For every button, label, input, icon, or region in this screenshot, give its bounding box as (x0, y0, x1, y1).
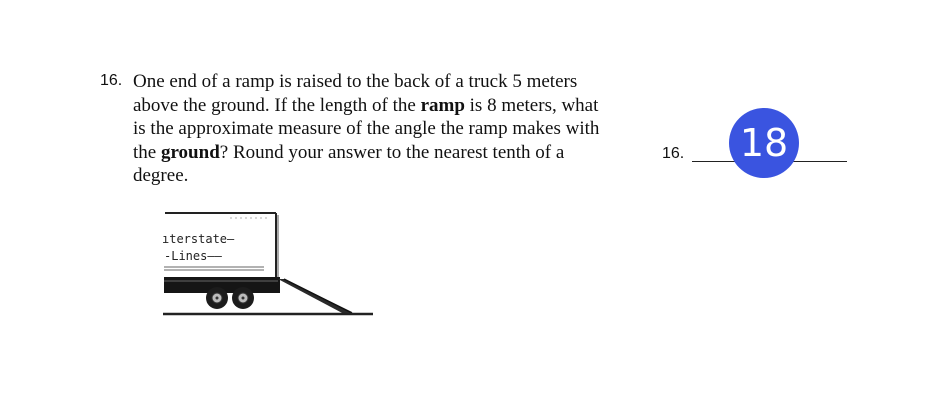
rear-wheel-back-center (242, 297, 245, 300)
ground-bold-term: ground (160, 141, 220, 163)
question-number: 16. (100, 72, 123, 89)
question-line-3 (133, 117, 663, 141)
question-text (133, 70, 663, 188)
question-line-4-text-b: ? Round your answer to the nearest tenth of a (219, 141, 565, 163)
ramp-edge (284, 279, 352, 313)
truck-ramp-figure (160, 207, 375, 319)
answer-badge: 18 (729, 108, 799, 178)
truck-text-lines: -Lines—— (164, 249, 222, 263)
ramp-bold-term: ramp (420, 94, 465, 116)
ramp (278, 279, 352, 315)
question-line-3-text: is the approximate measure of the angle the ramp makes with (133, 118, 600, 139)
question-line-2 (133, 94, 663, 118)
answer-number: 16. (662, 145, 685, 162)
question-line-4 (133, 141, 663, 165)
rear-wheel-front-center (216, 297, 219, 300)
question-line-5 (133, 164, 663, 188)
question-line-4-text-a: the (133, 141, 161, 163)
question-line-5-text: degree. (133, 165, 189, 186)
question-line-1-text: One end of a ramp is raised to the back of a truck 5 meters (133, 71, 578, 92)
truck-text-interstate: ıterstate— (162, 232, 235, 246)
truck-illustration (160, 207, 375, 319)
question-line-2-text-a: above the ground. If the length of the (133, 94, 421, 116)
question-line-2-text-b: is 8 meters, what (464, 94, 599, 116)
question-line-1 (133, 70, 663, 94)
